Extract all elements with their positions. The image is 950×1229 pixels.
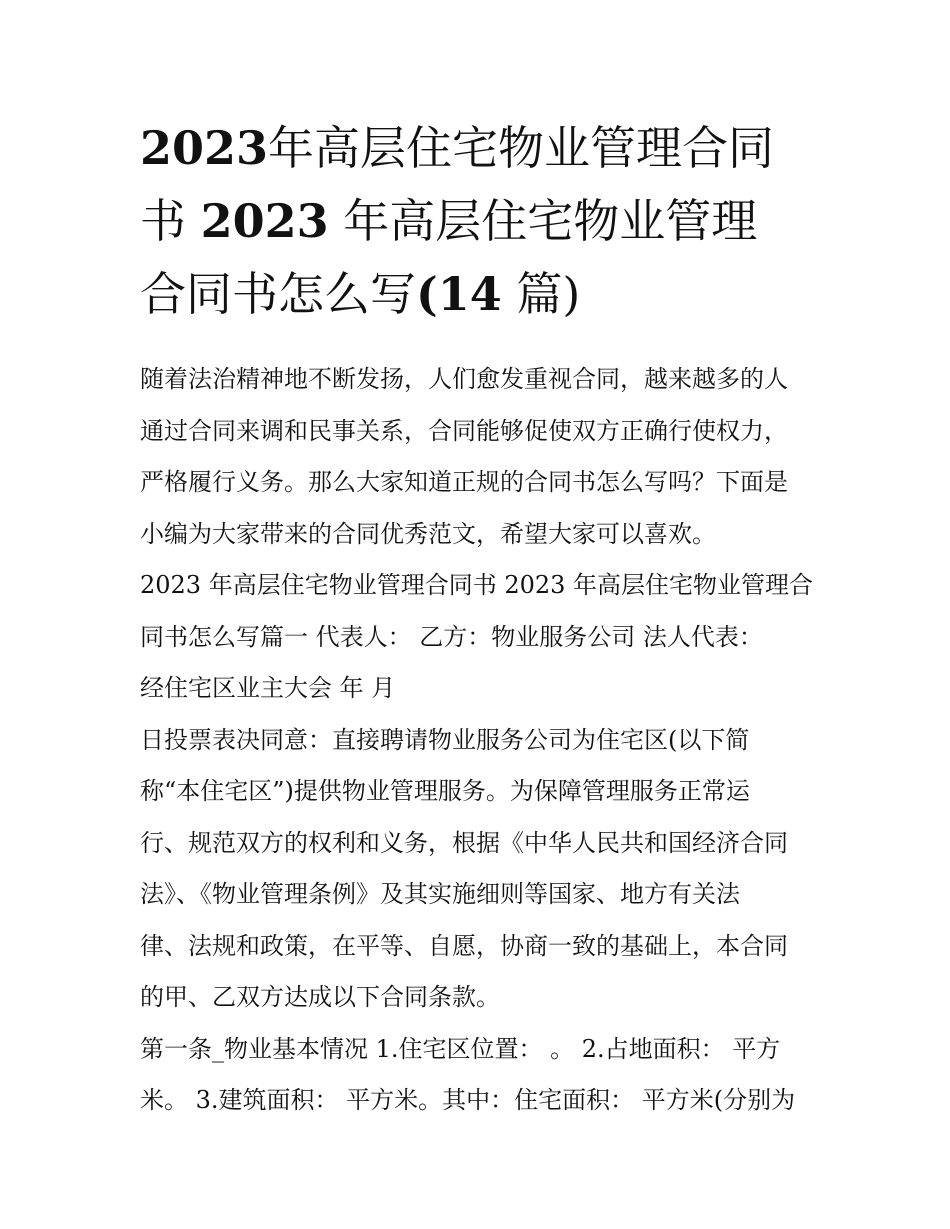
- title-year: 2023: [140, 121, 269, 175]
- document-title: [140, 112, 820, 331]
- title-count: (14: [416, 267, 502, 321]
- body-line: 随着法治精神地不断发扬，人们愈发重视合同，越来越多的人: [140, 365, 788, 393]
- body-line: 经住宅区业主大会 年 月: [140, 674, 396, 702]
- body-line: 2023 年高层住宅物业管理合同书 2023 年高层住宅物业管理合: [140, 571, 814, 599]
- document-body: [140, 354, 820, 1127]
- title-line: [140, 185, 820, 258]
- title-line: [140, 258, 820, 331]
- title-year: 2023: [200, 194, 329, 248]
- body-line: 日投票表决同意：直接聘请物业服务公司为住宅区(以下简: [140, 725, 750, 754]
- body-line: 同书怎么写篇一 代表人： 乙方：物业服务公司 法人代表：: [140, 622, 763, 651]
- body-line: 行、规范双方的权利和义务，根据《中华人民共和国经济合同: [140, 828, 788, 857]
- title-text: 书: [140, 194, 201, 248]
- body-line: 称“本住宅区”)提供物业管理服务。为保障管理服务正常运: [140, 777, 750, 805]
- title-text: 合同书怎么写: [140, 267, 416, 321]
- body-line: 米。 3.建筑面积： 平方米。其中：住宅面积： 平方米(分别为: [140, 1086, 796, 1114]
- title-line: [140, 112, 820, 185]
- body-line: 法》、《物业管理条例》及其实施细则等国家、地方有关法: [140, 880, 740, 908]
- title-text: 年高层住宅物业管理: [328, 194, 758, 248]
- body-line: 律、法规和政策，在平等、自愿，协商一致的基础上，本合同: [140, 931, 788, 960]
- body-line: 小编为大家带来的合同优秀范文，希望大家可以喜欢。: [140, 519, 716, 548]
- title-text: 年高层住宅物业管理合同: [268, 121, 775, 175]
- body-line: 的甲、乙双方达成以下合同条款。: [140, 983, 500, 1011]
- body-line: 严格履行义务。那么大家知道正规的合同书怎么写吗？下面是: [140, 468, 788, 496]
- title-text: 篇): [501, 267, 581, 321]
- body-line: 第一条_物业基本情况 1.住宅区位置： 。 2.占地面积： 平方: [140, 1034, 781, 1063]
- body-line: 通过合同来调和民事关系，合同能够促使双方正确行使权力，: [140, 416, 788, 445]
